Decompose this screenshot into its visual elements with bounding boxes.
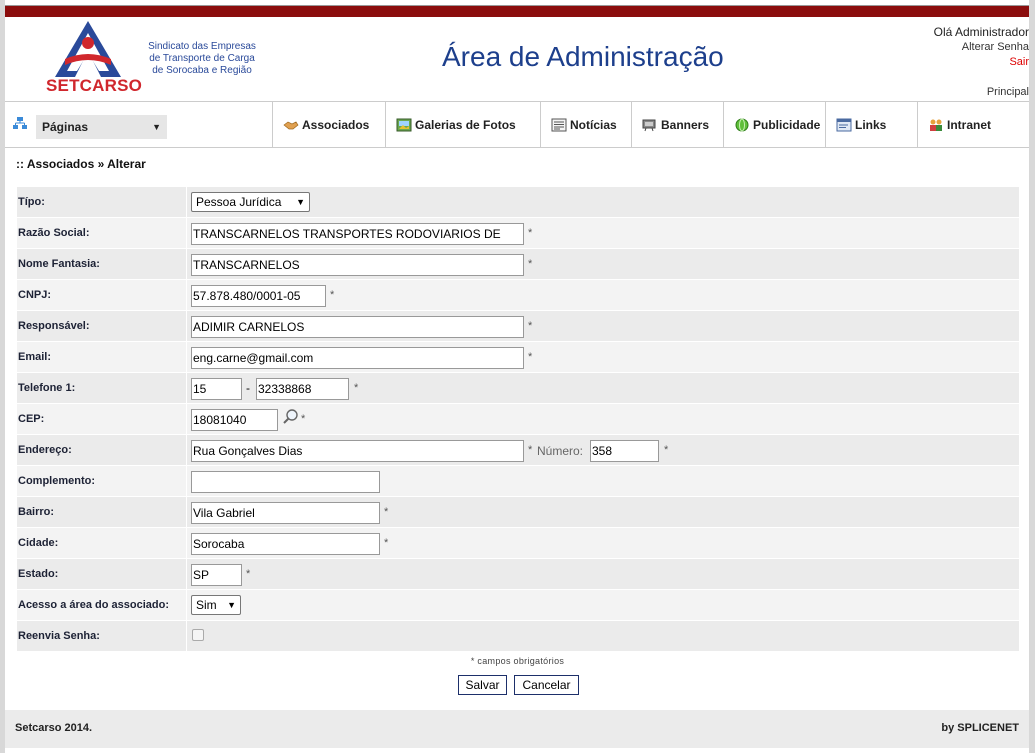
field-cell [187, 466, 1019, 496]
phone-separator: - [246, 381, 250, 395]
numero-label: Número: [537, 444, 584, 458]
form-row-nome-fantasia [17, 249, 1019, 280]
handshake-icon [283, 118, 299, 132]
required-mark: * [384, 506, 389, 518]
nav-item-label: Notícias [570, 118, 617, 132]
associate-edit-form [17, 187, 1019, 652]
required-mark: * [528, 351, 533, 363]
complemento-input[interactable] [191, 471, 380, 493]
tipo-select[interactable] [191, 192, 310, 212]
required-mark: * [330, 289, 335, 301]
required-mark: * [528, 444, 533, 456]
email-input[interactable]: eng.carne@gmail.com [191, 347, 524, 369]
search-icon[interactable] [282, 408, 300, 426]
field-label: Reenvia Senha: [17, 621, 186, 651]
field-cell [187, 249, 1019, 279]
chevron-down-icon: ▼ [227, 600, 236, 610]
page-title: Área de Administração [442, 41, 724, 72]
photo-gallery-icon [396, 118, 412, 132]
form-row-cnpj [17, 280, 1019, 311]
acesso-select-value: Sim [196, 598, 217, 612]
logo-tagline-line: de Sorocaba e Região [152, 65, 252, 76]
nav-item-label: Publicidade [753, 118, 821, 132]
field-label: Cidade: [17, 528, 186, 558]
field-label: Estado: [17, 559, 186, 589]
cep-input[interactable]: 18081040 [191, 409, 278, 431]
cancel-button[interactable]: Cancelar [514, 675, 579, 695]
required-mark: * [301, 413, 306, 425]
logo-wordmark: SETCARSO [46, 76, 143, 95]
field-cell [187, 435, 1019, 465]
nav-item-label: Links [855, 118, 887, 132]
pages-dropdown-label: Páginas [42, 120, 89, 134]
links-icon [836, 118, 852, 132]
cnpj-input[interactable]: 57.878.480/0001-05 [191, 285, 326, 307]
required-mark: * [528, 320, 533, 332]
required-mark: * [246, 568, 251, 580]
form-row-estado [17, 559, 1019, 590]
field-label: Email: [17, 342, 186, 372]
nav-item-label: Intranet [947, 118, 992, 132]
required-mark: * [528, 258, 533, 270]
responsavel-input[interactable]: ADIMIR CARNELOS [191, 316, 524, 338]
field-cell [187, 497, 1019, 527]
logo-tagline [137, 41, 267, 77]
form-row-acesso [17, 590, 1019, 621]
nav-item-links[interactable] [825, 102, 917, 148]
field-cell [187, 559, 1019, 589]
form-row-razao-social [17, 218, 1019, 249]
form-row-endereco [17, 435, 1019, 466]
globe-icon [734, 118, 750, 132]
form-row-telefone [17, 373, 1019, 404]
phone-number-input[interactable]: 32338868 [256, 378, 349, 400]
form-row-cidade [17, 528, 1019, 559]
nome-fantasia-input[interactable]: TRANSCARNELOS [191, 254, 524, 276]
required-mark: * [664, 444, 669, 456]
cidade-input[interactable]: Sorocaba [191, 533, 380, 555]
user-box [934, 25, 1029, 70]
acesso-select[interactable] [191, 595, 241, 615]
endereco-input[interactable]: Rua Gonçalves Dias [191, 440, 524, 462]
change-password-link[interactable]: Alterar Senha [961, 41, 1029, 53]
field-cell [187, 218, 1019, 248]
news-icon [551, 118, 567, 132]
nav-item-label: Galerias de Fotos [415, 118, 516, 132]
footer-credit: by SPLICENET [941, 722, 1019, 734]
logout-link[interactable]: Sair [1009, 56, 1029, 68]
chevron-down-icon: ▼ [152, 122, 161, 132]
field-label: Típo: [17, 187, 186, 217]
phone-ddd-input[interactable]: 15 [191, 378, 242, 400]
form-row-cep [17, 404, 1019, 435]
users-icon [928, 118, 944, 132]
field-cell [187, 621, 1019, 651]
nav-item-noticias[interactable] [540, 102, 631, 148]
field-cell [187, 590, 1019, 620]
field-label: Razão Social: [17, 218, 186, 248]
breadcrumb: :: Associados » Alterar [16, 157, 146, 171]
field-label: Nome Fantasia: [17, 249, 186, 279]
chevron-down-icon: ▼ [296, 197, 305, 207]
required-mark: * [528, 227, 533, 239]
header [5, 17, 1029, 100]
form-row-reenvia [17, 621, 1019, 652]
nav-item-banners[interactable] [631, 102, 723, 148]
field-cell [187, 373, 1019, 403]
user-greeting: Olá Administrador [933, 25, 1029, 39]
top-accent-bar [5, 6, 1029, 17]
bairro-input[interactable]: Vila Gabriel [191, 502, 380, 524]
field-cell [187, 311, 1019, 341]
required-fields-note: * campos obrigatórios [470, 656, 565, 666]
form-row-bairro [17, 497, 1019, 528]
nav-item-label: Associados [302, 118, 370, 132]
form-row-tipo [17, 187, 1019, 218]
field-label: Acesso a área do associado: [17, 590, 186, 620]
field-label: CEP: [17, 404, 186, 434]
footer-copyright: Setcarso 2014. [15, 722, 93, 734]
logo-tagline-line: de Transporte de Carga [149, 53, 255, 64]
nav-item-galerias[interactable] [385, 102, 540, 148]
required-mark: * [354, 382, 359, 394]
field-label: Complemento: [17, 466, 186, 496]
main-nav [5, 101, 1029, 148]
principal-link[interactable]: Principal [986, 86, 1029, 98]
form-row-complemento [17, 466, 1019, 497]
logo-tagline-line: Sindicato das Empresas [148, 41, 256, 52]
footer [5, 710, 1029, 748]
nav-item-label: Banners [661, 118, 710, 132]
nav-item-associados[interactable] [272, 102, 385, 148]
logo-mark-icon [43, 19, 133, 79]
form-row-email [17, 342, 1019, 373]
field-cell [187, 187, 1019, 217]
required-mark: * [384, 537, 389, 549]
save-button[interactable]: Salvar [458, 675, 507, 695]
banner-icon [642, 118, 658, 132]
field-cell [187, 280, 1019, 310]
field-label: Endereço: [17, 435, 186, 465]
pages-dropdown[interactable] [36, 115, 167, 139]
nav-item-publicidade[interactable] [723, 102, 825, 148]
field-label: Telefone 1: [17, 373, 186, 403]
reenvia-senha-checkbox[interactable] [192, 629, 204, 641]
field-label: Responsável: [17, 311, 186, 341]
setcarso-logo[interactable] [43, 19, 263, 99]
nav-item-intranet[interactable] [917, 102, 1029, 148]
field-label: Bairro: [17, 497, 186, 527]
tipo-select-value: Pessoa Jurídica [196, 195, 282, 209]
sitemap-icon [13, 117, 27, 129]
form-row-responsavel [17, 311, 1019, 342]
field-cell [187, 342, 1019, 372]
razao-social-input[interactable]: TRANSCARNELOS TRANSPORTES RODOVIARIOS DE [191, 223, 524, 245]
field-cell [187, 404, 1019, 434]
field-cell [187, 528, 1019, 558]
field-label: CNPJ: [17, 280, 186, 310]
numero-input[interactable]: 358 [590, 440, 659, 462]
estado-input[interactable]: SP [191, 564, 242, 586]
